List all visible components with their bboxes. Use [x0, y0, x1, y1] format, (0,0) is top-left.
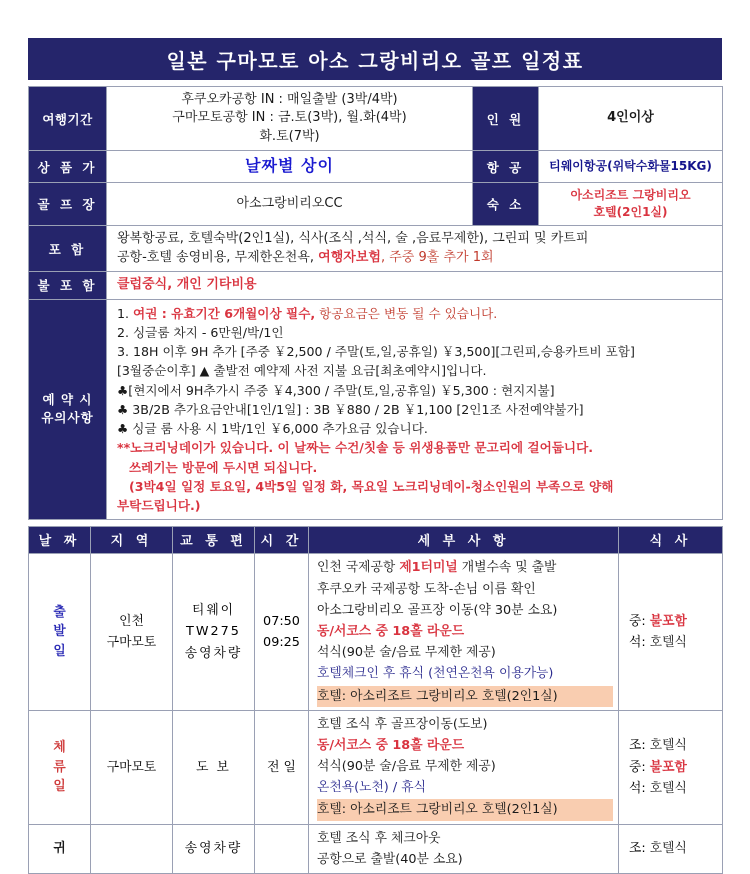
transport-line: 티웨이: [191, 603, 236, 619]
day-label-cell: [29, 554, 91, 710]
detail-line: 석식(90분 술/음료 무제한 제공): [317, 759, 496, 775]
itinerary-table: [28, 526, 723, 874]
meal-line: [629, 611, 717, 632]
hotel-detail-line: 호텔: 아소리조트 그랑비리오 호텔(2인1실): [317, 799, 613, 820]
tour-info-table: [28, 86, 723, 520]
table-row-price: [29, 151, 723, 183]
top-spacer: [28, 0, 722, 38]
col-header-time: 시 간: [255, 527, 309, 554]
day-char: 귀: [53, 841, 66, 857]
meal-value: 불포함: [649, 613, 687, 629]
detail-line: 후쿠오카 국제공항 도착-손님 이름 확인: [317, 581, 536, 597]
include-insurance: 여행자보험: [318, 249, 381, 265]
stay-label: 숙 소: [473, 183, 539, 226]
meal-label: 중:: [629, 759, 650, 775]
air-label: 항 공: [473, 151, 539, 183]
people-value: 4인이상: [539, 87, 723, 151]
caution-line: 부탁드립니다.): [117, 498, 201, 514]
exclude-value: 클럽중식, 개인 기타비용: [107, 272, 723, 299]
detail-text: 인천 국제공항: [317, 560, 400, 576]
details-cell: [309, 824, 619, 873]
detail-line: 호텔체크인 후 휴식 (천연온천욕 이용가능): [317, 666, 554, 682]
meal-value: 호텔식: [649, 635, 687, 651]
include-line-2-a: 공항-호텔 송영비용, 무제한온천욕,: [117, 249, 319, 265]
details-cell: [309, 710, 619, 824]
itinerary-body: [29, 554, 723, 874]
caution-highlight: 여권 : 유효기간 6개월이상 필수,: [133, 305, 316, 321]
caution-rest: 항공요금은 변동 될 수 있습니다.: [315, 305, 498, 321]
detail-line: 호텔 조식 후 골프장이동(도보): [317, 716, 488, 732]
detail-line: 온천욕(노천) / 휴식: [317, 780, 426, 796]
meal-line: [629, 757, 717, 778]
caution-line: 쓰레기는 방문에 두시면 되십니다.: [129, 459, 318, 475]
meal-line: [629, 838, 717, 859]
time-line: 07:50: [263, 613, 300, 629]
meal-label: 조:: [629, 738, 650, 754]
include-label: 포 함: [29, 226, 107, 272]
meals-cell: [619, 710, 723, 824]
detail-line: 석식(90분 술/음료 무제한 제공): [317, 645, 496, 661]
table-row-cautions: [29, 299, 723, 520]
meals-cell: [619, 824, 723, 873]
day-char: 일: [53, 643, 66, 659]
day-char: 체: [53, 740, 66, 756]
include-line-1: 왕복항공료, 호텔숙박(2인1실), 식사(조식 ,석식, 술 ,음료무제한), 그린피 및 카트피: [117, 231, 589, 247]
caution-line: 2. 싱글룸 차지 - 6만원/박/1인: [117, 324, 284, 340]
meal-label: 조:: [629, 841, 650, 857]
cautions-label-line-2: 유의사항: [41, 410, 94, 426]
cautions-label: [29, 299, 107, 520]
transport-cell: [173, 710, 255, 824]
exclude-label: 불 포 함: [29, 272, 107, 299]
table-row-include: [29, 226, 723, 272]
transport-line: TW275: [186, 624, 241, 640]
detail-highlight: 제1터미널: [399, 560, 458, 576]
col-header-details: 세 부 사 항: [309, 527, 619, 554]
cautions-list: [107, 299, 723, 520]
meal-value: 불포함: [649, 759, 687, 775]
transport-line: 송영차량: [184, 841, 243, 857]
cautions-lines: [117, 304, 716, 516]
region-cell: [91, 554, 173, 710]
day-char: 류: [53, 759, 66, 775]
meal-value: 호텔식: [649, 738, 687, 754]
include-line-2-b: , 주중 9홀 추가 1회: [380, 249, 494, 265]
time-line: 09:25: [263, 635, 300, 651]
caution-line: ♣ 3B/2B 추가요금안내[1인/1일] : 3B ￥880 / 2B ￥1,100 [2인1조 사전예약불가]: [117, 401, 584, 417]
caution-line: **노크리닝데이가 있습니다. 이 날짜는 수건/칫솔 등 위생용품만 문고리에 걸어둡니다.: [117, 440, 594, 456]
people-label: 인 원: [473, 87, 539, 151]
caution-line: ♣[현지에서 9H추가시 주중 ￥4,300 / 주말(토,일,공휴일) ￥5,300 : 현지지불]: [117, 382, 555, 398]
time-cell: [255, 554, 309, 710]
period-line-1: 후쿠오카공항 IN : 매일출발 (3박/4박): [181, 92, 398, 107]
day-char: 일: [53, 778, 66, 794]
region-line: 인천: [119, 613, 144, 629]
meal-value: 호텔식: [649, 780, 687, 796]
transport-cell: [173, 554, 255, 710]
hotel-detail-line: 호텔: 아소리조트 그랑비리오 호텔(2인1실): [317, 686, 613, 707]
table-row-period: [29, 87, 723, 151]
col-header-date: 날 짜: [29, 527, 91, 554]
time-cell: [255, 710, 309, 824]
include-value: [107, 226, 723, 272]
period-label: 여행기간: [29, 87, 107, 151]
col-header-region: 지 역: [91, 527, 173, 554]
caution-line: [117, 304, 716, 323]
table-row: [29, 710, 723, 824]
meal-label: 석:: [629, 635, 650, 651]
course-value: 아소그랑비리오CC: [107, 183, 473, 226]
price-value: 날짜별 상이: [245, 156, 334, 176]
transport-line: 송영차량: [184, 645, 243, 661]
air-value: 티웨이항공(위탁수화물15KG): [539, 151, 723, 183]
price-label: 상 품 가: [29, 151, 107, 183]
table-row-exclude: [29, 272, 723, 299]
region-line: 구마모토: [106, 635, 157, 651]
period-line-3: 화.토(7박): [259, 128, 320, 144]
caution-index: 1.: [117, 305, 134, 321]
transport-cell: [173, 824, 255, 873]
region-cell: [91, 710, 173, 824]
detail-line: 동/서코스 중 18홀 라운드: [317, 737, 465, 753]
time-line: 전 일: [267, 759, 296, 775]
course-label: 골 프 장: [29, 183, 107, 226]
detail-line: [317, 557, 613, 578]
itinerary-header-row: [29, 527, 723, 554]
day-char: 발: [53, 624, 66, 640]
meal-line: [629, 735, 717, 756]
time-cell: [255, 824, 309, 873]
period-value: [107, 87, 473, 151]
region-cell: [91, 824, 173, 873]
detail-text-tail: 개별수속 및 출발: [457, 560, 557, 576]
stay-value: [539, 183, 723, 226]
caution-line: (3박4일 일정 토요일, 4박5일 일정 화, 목요일 노크리닝데이-청소인원의 부족으로 양해: [129, 478, 614, 494]
stay-line-1: 아소리조트 그랑비리오: [570, 188, 691, 203]
table-row: [29, 554, 723, 710]
stay-line-2: 호텔(2인1실): [593, 205, 668, 220]
region-line: 구마모토: [106, 759, 157, 775]
page-title: 일본 구마모토 아소 그랑비리오 골프 일정표: [28, 38, 722, 80]
meal-value: 호텔식: [649, 841, 687, 857]
table-row-course: [29, 183, 723, 226]
detail-line: 아소그랑비리오 골프장 이동(약 30분 소요): [317, 602, 558, 618]
meals-cell: [619, 554, 723, 710]
meal-label: 중:: [629, 613, 650, 629]
period-line-2: 구마모토공항 IN : 금.토(3박), 월.화(4박): [172, 110, 407, 126]
meal-line: [629, 778, 717, 799]
day-label-cell: [29, 710, 91, 824]
price-value-cell: [107, 151, 473, 183]
detail-line: 공항으로 출발(40분 소요): [317, 851, 463, 867]
detail-line: 호텔 조식 후 체크아웃: [317, 830, 441, 846]
day-label-cell: [29, 824, 91, 873]
day-char: 출: [53, 605, 66, 621]
table-row: [29, 824, 723, 873]
caution-line: 3. 18H 이후 9H 추가 [주중 ￥2,500 / 주말(토,일,공휴일) ￥3,500][그린피,승용카트비 포함]: [117, 344, 635, 360]
col-header-transport: 교 통 편: [173, 527, 255, 554]
meal-line: [629, 632, 717, 653]
detail-line: 동/서코스 중 18홀 라운드: [317, 623, 465, 639]
caution-line: [3월중순이후] ▲ 출발전 예약제 사전 지불 요금[최초예약시]입니다.: [117, 363, 487, 379]
cautions-label-line-1: 예 약 시: [42, 392, 93, 408]
include-line-2: [117, 249, 716, 267]
caution-line: ♣ 싱글 룸 사용 시 1박/1인 ￥6,000 추가요금 있습니다.: [117, 421, 428, 437]
details-cell: [309, 554, 619, 710]
transport-line: 도 보: [196, 759, 231, 775]
col-header-meals: 식 사: [619, 527, 723, 554]
meal-label: 석:: [629, 780, 650, 796]
